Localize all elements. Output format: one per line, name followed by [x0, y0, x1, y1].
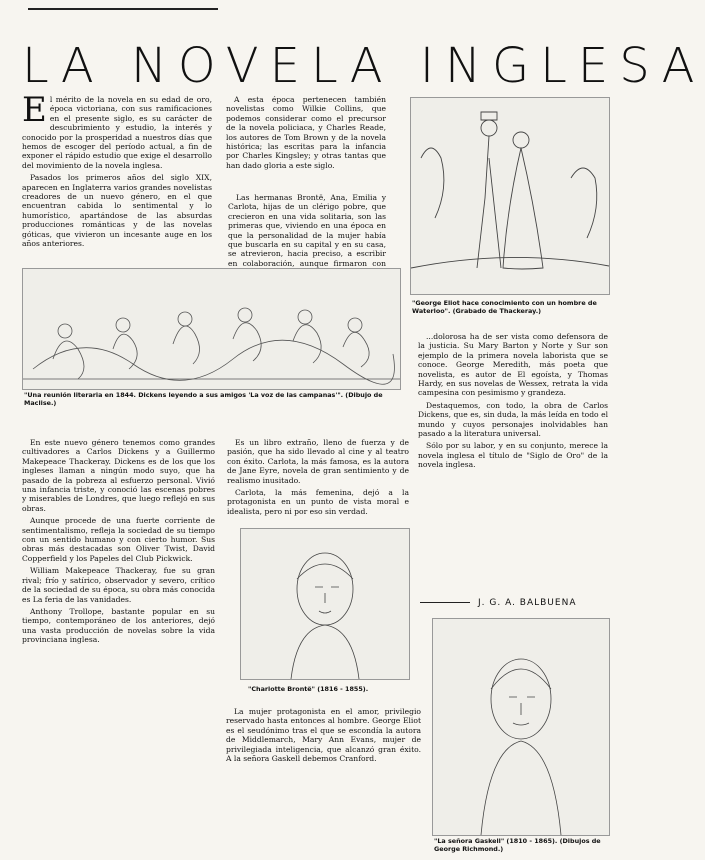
portrait-sketch-icon [433, 619, 609, 835]
engraving-figures-icon [411, 98, 609, 294]
column-2 [226, 95, 386, 173]
caption-bronte: "Charlotte Brontë" (1816 - 1855). [248, 685, 369, 693]
col2-paragraph-1: A esta época pertenecen también novelistas como Wilkie Collins, que podemos considerar como el precursor de la novela policiaca, y Charles Reade, los autores de Tom Brown y de la novela histórica; las escritas para la infancia por Charles Kingsley; y otras tantas que han dado gloria a este siglo. [226, 95, 386, 170]
col7-paragraph-1: ...dolorosa ha de ser vista como defensora de la justicia. Su Mary Barton y Norte y Sur son ejemplo de la primera novela laborista que se conoce. George Meredith, más poeta que novelista, es autor de El egoísta, y Thomas Hardy, en sus novelas de Wessex, retrata la vida campesina con pesimismo y grandeza. [418, 332, 608, 398]
column-7 [418, 332, 608, 473]
col3-paragraph-1: Las hermanas Brontë, Ana, Emilia y Carlota, hijas de un clérigo pobre, que crecieron en una vida solitaria, son las primeras que, viviendo en una época en que la personalidad de la mujer había que buscarla en su capital y en su casa, se atrevieron, hacia preciso, a escribir en colaboración, aunque firmaron con [228, 193, 386, 268]
caption-dickens: "Una reunión literaria en 1844. Dickens leyendo a sus amigos 'La voz de las campanas'". (Dibujo de Maclise.) [24, 391, 383, 407]
col4-paragraph-3: William Makepeace Thackeray, fue su gran rival; frío y satírico, observador y severo, crítico de la sociedad de su época, su obra más conocida es La feria de las vanidades. [22, 566, 215, 604]
bronte-portrait [240, 528, 410, 680]
col7-paragraph-2: Destaquemos, con todo, la obra de Carlos Dickens, que es, sin duda, la más leída en todo el mundo y cuyos personajes inolvidables han pasado a la literatura universal. [418, 400, 608, 439]
dickens-reading-engraving [22, 268, 401, 390]
col1-paragraph-1: l mérito de la novela en su edad de oro, época victoriana, con sus ramificaciones en el presente siglo, es su carácter de descubrimiento y estudio, la interés y conocido por la prosperidad a nuestros días que hemos de escoger del período actual, a fin de exponer el rápido estudio que exige el desarrollo del movimiento de la novela inglesa. [22, 95, 212, 170]
thackeray-engraving [410, 97, 610, 295]
column-4 [22, 438, 215, 648]
column-5 [227, 438, 409, 519]
col4-paragraph-2: Aunque procede de una fuerte corriente de sentimentalismo, refleja la sociedad de su tiempo con un sentido humano y con cierto humor. Sus obras más destacadas son Oliver Twist, David Copperfield y los Papeles del Club Pickwick. [22, 516, 215, 563]
signature-rule [420, 602, 470, 603]
caption-gaskell: "La señora Gaskell" (1810 - 1865). (Dibujos de George Richmond.) [434, 837, 601, 853]
drop-cap: E [22, 90, 47, 130]
col6-paragraph-1: La mujer protagonista en el amor, privilegio reservado hasta entonces al hombre. George Eliot es el seudónimo tras el que se escondía la autora de Middlemarch, Mary Ann Evans, mujer de privilegiada inteligencia, que alcanzó gran éxito. A la señora Gaskell debemos Cranford. [226, 707, 421, 764]
top-rule [28, 8, 218, 10]
author-signature: J. G. A. BALBUENA [478, 598, 577, 608]
column-1 [22, 90, 212, 252]
page-title: LA NOVELA INGLESA [22, 38, 705, 94]
col5-paragraph-2: Carlota, la más femenina, dejó a la protagonista en un punto de vista moral e idealista, pero ni por eso sin verdad. [227, 488, 409, 516]
portrait-sketch-icon [241, 529, 409, 679]
col4-paragraph-1: En este nuevo género tenemos como grandes cultivadores a Carlos Dickens y a Guillermo Makepeace Thackeray. Dickens es de los que los ingleses llaman a ningún modo suyo, que ha pasado de la pobreza al esfuerzo personal. Vivió una infancia triste, y conoció las escenas pobres y miserables de Londres, que luego reflejó en sus obras. [22, 438, 215, 513]
col5-paragraph-1: Es un libro extraño, lleno de fuerza y de pasión, que ha sido llevado al cine y al teatro con éxito. Carlota, la más famosa, es la autora de Jane Eyre, novela de gran sentimiento y de realismo inusitado. [227, 438, 409, 485]
engraving-sketch-icon [23, 269, 400, 389]
caption-thackeray: "George Eliot hace conocimiento con un hombre de Waterloo". (Grabado de Thackeray.) [412, 299, 597, 315]
col7-paragraph-3: Sólo por su labor, y en su conjunto, merece la novela inglesa el título de "Siglo de Oro" de la novela inglesa. [418, 441, 608, 470]
column-6 [226, 707, 421, 766]
gaskell-portrait [432, 618, 610, 836]
col1-paragraph-2: Pasados los primeros años del siglo XIX, aparecen en Inglaterra varios grandes novelistas creadores de un nuevo género, en el que encuentran cabida lo sentimental y lo humorístico, apartándose de las absurdas producciones románticas y de las novelas góticas, que vivieron un incesante auge en los años anteriores. [22, 173, 212, 249]
col4-paragraph-4: Anthony Trollope, bastante popular en su tiempo, contemporáneo de los anteriores, dejó una vasta producción de novelas sobre la vida provinciana inglesa. [22, 606, 215, 645]
